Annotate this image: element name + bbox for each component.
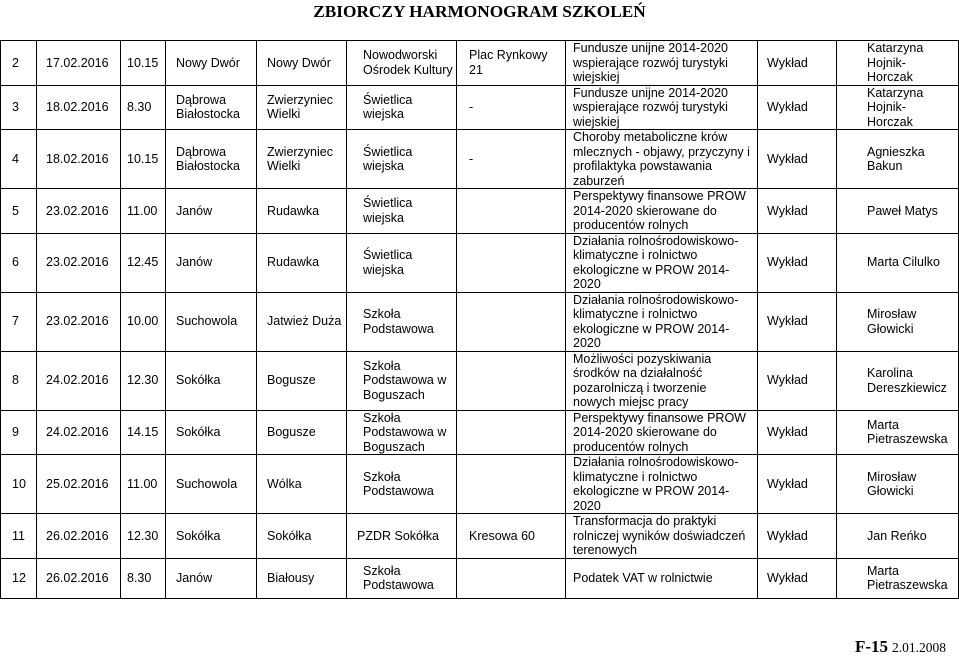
venue: Szkoła Podstawowa [347,455,457,514]
session-date: 23.02.2016 [37,292,121,351]
training-topic: Choroby metaboliczne krów mlecznych - objawy, przyczyny i profilaktyka powstawania zaburzeń [566,130,758,189]
session-number: 8 [1,351,37,410]
venue: Nowodworski Ośrodek Kultury [347,41,457,86]
commune: Janów [166,189,257,234]
session-time: 8.30 [121,558,166,598]
session-date: 23.02.2016 [37,233,121,292]
session-date: 26.02.2016 [37,514,121,559]
schedule-row [1,410,959,455]
training-form: Wykład [758,233,837,292]
session-number: 2 [1,41,37,86]
schedule-row [1,85,959,130]
session-number: 10 [1,455,37,514]
address [457,233,566,292]
session-time: 12.30 [121,514,166,559]
session-number: 4 [1,130,37,189]
training-form: Wykład [758,410,837,455]
schedule-row [1,130,959,189]
schedule-row [1,558,959,598]
form-date: 2.01.2008 [892,640,947,655]
training-form: Wykład [758,514,837,559]
lecturer: Marta Cilulko [837,233,959,292]
lecturer: Karolina Dereszkiewicz [837,351,959,410]
commune: Suchowola [166,292,257,351]
session-date: 17.02.2016 [37,41,121,86]
venue: Szkoła Podstawowa [347,558,457,598]
address [457,292,566,351]
lecturer: Mirosław Głowicki [837,292,959,351]
schedule-row [1,292,959,351]
training-form: Wykład [758,85,837,130]
training-topic: Działania rolnośrodowiskowo- klimatyczne i rolnictwo ekologiczne w PROW 2014- 2020 [566,455,758,514]
address [457,558,566,598]
schedule-table [0,40,959,599]
session-time: 12.30 [121,351,166,410]
address: Kresowa 60 [457,514,566,559]
session-time: 10.15 [121,130,166,189]
address [457,351,566,410]
session-time: 8.30 [121,85,166,130]
training-form: Wykład [758,351,837,410]
session-date: 25.02.2016 [37,455,121,514]
training-topic: Podatek VAT w rolnictwie [566,558,758,598]
address: Plac Rynkowy 21 [457,41,566,86]
training-form: Wykład [758,455,837,514]
venue: Świetlica wiejska [347,189,457,234]
address [457,410,566,455]
training-topic: Możliwości pozyskiwania środków na działalność pozarolniczą i tworzenie nowych miejsc pracy [566,351,758,410]
schedule-row [1,455,959,514]
session-date: 23.02.2016 [37,189,121,234]
commune: Dąbrowa Białostocka [166,85,257,130]
session-number: 7 [1,292,37,351]
venue: PZDR Sokółka [347,514,457,559]
session-number: 12 [1,558,37,598]
locality: Rudawka [257,233,347,292]
commune: Janów [166,233,257,292]
session-date: 18.02.2016 [37,130,121,189]
lecturer: Jan Reńko [837,514,959,559]
session-time: 11.00 [121,455,166,514]
schedule-row [1,351,959,410]
training-form: Wykład [758,130,837,189]
session-date: 18.02.2016 [37,85,121,130]
commune: Sokółka [166,351,257,410]
locality: Rudawka [257,189,347,234]
schedule-row [1,41,959,86]
address [457,189,566,234]
training-topic: Perspektywy finansowe PROW 2014-2020 skierowane do producentów rolnych [566,410,758,455]
commune: Sokółka [166,514,257,559]
lecturer: Katarzyna Hojnik- Horczak [837,85,959,130]
training-form: Wykład [758,189,837,234]
locality: Nowy Dwór [257,41,347,86]
session-number: 6 [1,233,37,292]
session-time: 12.45 [121,233,166,292]
commune: Nowy Dwór [166,41,257,86]
schedule-row [1,233,959,292]
lecturer: Marta Pietraszewska [837,558,959,598]
training-topic: Działania rolnośrodowiskowo- klimatyczne i rolnictwo ekologiczne w PROW 2014- 2020 [566,292,758,351]
venue: Szkoła Podstawowa w Boguszach [347,410,457,455]
lecturer: Mirosław Głowicki [837,455,959,514]
locality: Jatwież Duża [257,292,347,351]
form-footer [855,638,946,657]
locality: Sokółka [257,514,347,559]
venue: Świetlica wiejska [347,85,457,130]
session-time: 14.15 [121,410,166,455]
session-time: 10.15 [121,41,166,86]
locality: Bogusze [257,410,347,455]
training-topic: Fundusze unijne 2014-2020 wspierające rozwój turystyki wiejskiej [566,41,758,86]
lecturer: Agnieszka Bakun [837,130,959,189]
venue: Szkoła Podstawowa w Boguszach [347,351,457,410]
training-form: Wykład [758,558,837,598]
session-number: 9 [1,410,37,455]
locality: Zwierzyniec Wielki [257,85,347,130]
session-number: 11 [1,514,37,559]
locality: Białousy [257,558,347,598]
locality: Zwierzyniec Wielki [257,130,347,189]
session-date: 26.02.2016 [37,558,121,598]
form-code: F-15 [855,637,889,656]
venue: Świetlica wiejska [347,233,457,292]
document-title: ZBIORCZY HARMONOGRAM SZKOLEŃ [313,2,646,21]
address [457,455,566,514]
session-time: 11.00 [121,189,166,234]
commune: Suchowola [166,455,257,514]
locality: Bogusze [257,351,347,410]
session-time: 10.00 [121,292,166,351]
commune: Dąbrowa Białostocka [166,130,257,189]
training-topic: Działania rolnośrodowiskowo- klimatyczne i rolnictwo ekologiczne w PROW 2014- 2020 [566,233,758,292]
session-number: 5 [1,189,37,234]
venue: Szkoła Podstawowa [347,292,457,351]
lecturer: Paweł Matys [837,189,959,234]
session-date: 24.02.2016 [37,351,121,410]
schedule-row [1,189,959,234]
session-number: 3 [1,85,37,130]
address: - [457,130,566,189]
locality: Wólka [257,455,347,514]
commune: Janów [166,558,257,598]
commune: Sokółka [166,410,257,455]
training-topic: Fundusze unijne 2014-2020 wspierające rozwój turystyki wiejskiej [566,85,758,130]
training-form: Wykład [758,292,837,351]
lecturer: Marta Pietraszewska [837,410,959,455]
training-topic: Transformacja do praktyki rolniczej wyników doświadczeń terenowych [566,514,758,559]
address: - [457,85,566,130]
venue: Świetlica wiejska [347,130,457,189]
session-date: 24.02.2016 [37,410,121,455]
training-topic: Perspektywy finansowe PROW 2014-2020 skierowane do producentów rolnych [566,189,758,234]
schedule-row [1,514,959,559]
training-form: Wykład [758,41,837,86]
lecturer: Katarzyna Hojnik- Horczak [837,41,959,86]
